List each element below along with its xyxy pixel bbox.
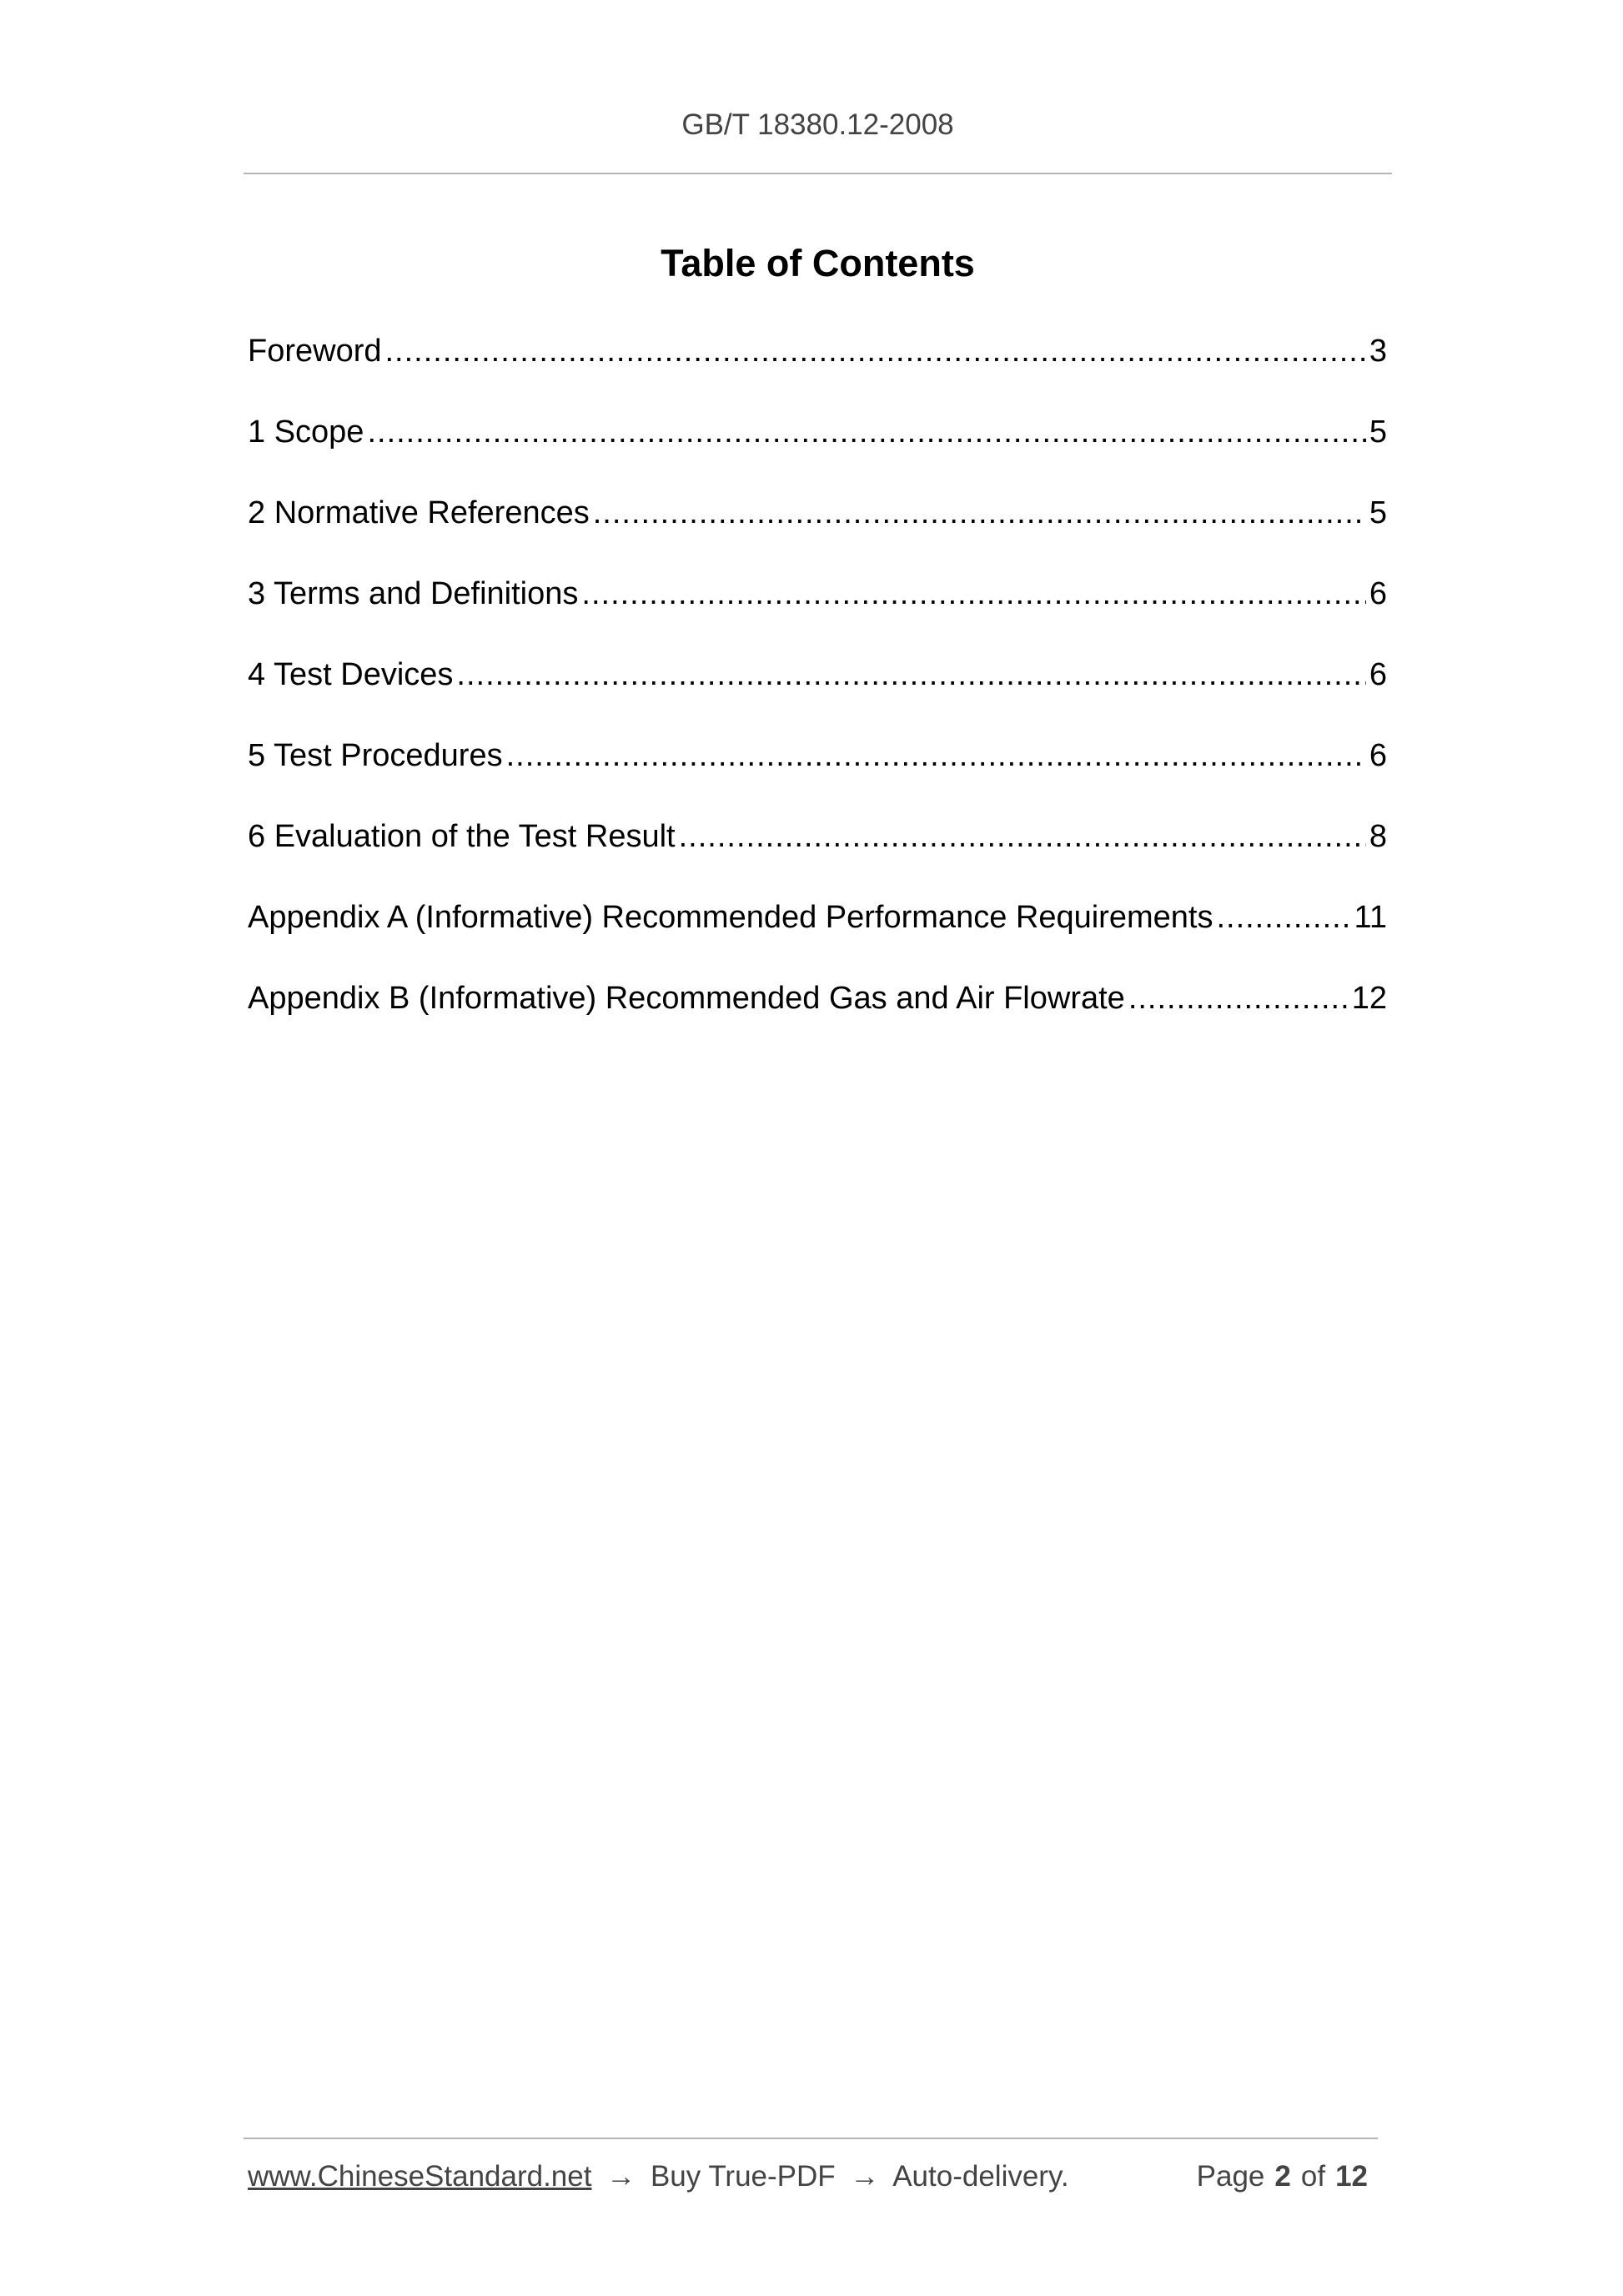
toc-entry-page: 12 xyxy=(1351,981,1387,1016)
buy-pdf-text: Buy True-PDF xyxy=(650,2160,836,2193)
toc-entry-page: 6 xyxy=(1369,657,1387,692)
toc-entry-page: 5 xyxy=(1369,495,1387,530)
toc-entry-page: 8 xyxy=(1369,819,1387,854)
toc-entry-page: 11 xyxy=(1354,900,1387,935)
toc-entry-label: 6 Evaluation of the Test Result xyxy=(248,819,676,854)
toc-entry-scope[interactable] xyxy=(248,414,1387,495)
toc-entry-label: 3 Terms and Definitions xyxy=(248,576,579,611)
toc-dot-leader xyxy=(1216,900,1350,936)
toc-dot-leader xyxy=(367,414,1365,450)
toc-dot-leader xyxy=(1128,981,1349,1017)
toc-entry-label: 5 Test Procedures xyxy=(248,738,503,773)
toc-entry-page: 5 xyxy=(1369,414,1387,450)
toc-dot-leader xyxy=(506,738,1366,774)
current-page-number: 2 xyxy=(1274,2160,1291,2193)
toc-dot-leader xyxy=(456,657,1365,693)
auto-delivery-text: Auto-delivery. xyxy=(892,2160,1069,2193)
toc-entry-appendix-a[interactable] xyxy=(248,900,1387,981)
toc-entry-normative-references[interactable] xyxy=(248,495,1387,576)
toc-entry-page: 6 xyxy=(1369,576,1387,611)
page-word: Page xyxy=(1196,2160,1265,2193)
toc-entry-label: Appendix B (Informative) Recommended Gas and Air Flowrate xyxy=(248,981,1125,1016)
toc-entry-label: Appendix A (Informative) Recommended Performance Requirements xyxy=(248,900,1213,935)
toc-entry-label: 4 Test Devices xyxy=(248,657,454,692)
toc-entry-label: Foreword xyxy=(248,334,382,369)
toc-dot-leader xyxy=(593,495,1366,531)
document-code-header: GB/T 18380.12-2008 xyxy=(681,108,954,141)
toc-entry-appendix-b[interactable] xyxy=(248,981,1387,1062)
toc-dot-leader xyxy=(385,334,1366,369)
toc-entry-foreword[interactable] xyxy=(248,334,1387,414)
toc-entry-test-procedures[interactable] xyxy=(248,738,1387,819)
page-footer xyxy=(248,2160,1378,2202)
toc-entry-terms-definitions[interactable] xyxy=(248,576,1387,657)
toc-entry-evaluation[interactable] xyxy=(248,819,1387,900)
toc-entry-label: 1 Scope xyxy=(248,414,364,450)
footer-divider xyxy=(244,2138,1378,2139)
total-pages-number: 12 xyxy=(1335,2160,1368,2193)
of-word: of xyxy=(1300,2160,1326,2193)
toc-dot-leader xyxy=(581,576,1365,612)
arrow-right-icon: → xyxy=(850,2160,880,2193)
toc-title: Table of Contents xyxy=(661,242,975,284)
toc-dot-leader xyxy=(679,819,1366,855)
toc-list xyxy=(248,334,1387,1062)
page-counter xyxy=(1197,2160,1378,2193)
header-divider xyxy=(244,173,1392,174)
toc-entry-page: 6 xyxy=(1369,738,1387,773)
arrow-right-icon: → xyxy=(606,2160,636,2193)
toc-entry-test-devices[interactable] xyxy=(248,657,1387,738)
toc-entry-page: 3 xyxy=(1369,334,1387,369)
site-link[interactable]: www.ChineseStandard.net xyxy=(248,2160,592,2193)
toc-entry-label: 2 Normative References xyxy=(248,495,590,530)
footer-promo xyxy=(248,2160,1069,2193)
